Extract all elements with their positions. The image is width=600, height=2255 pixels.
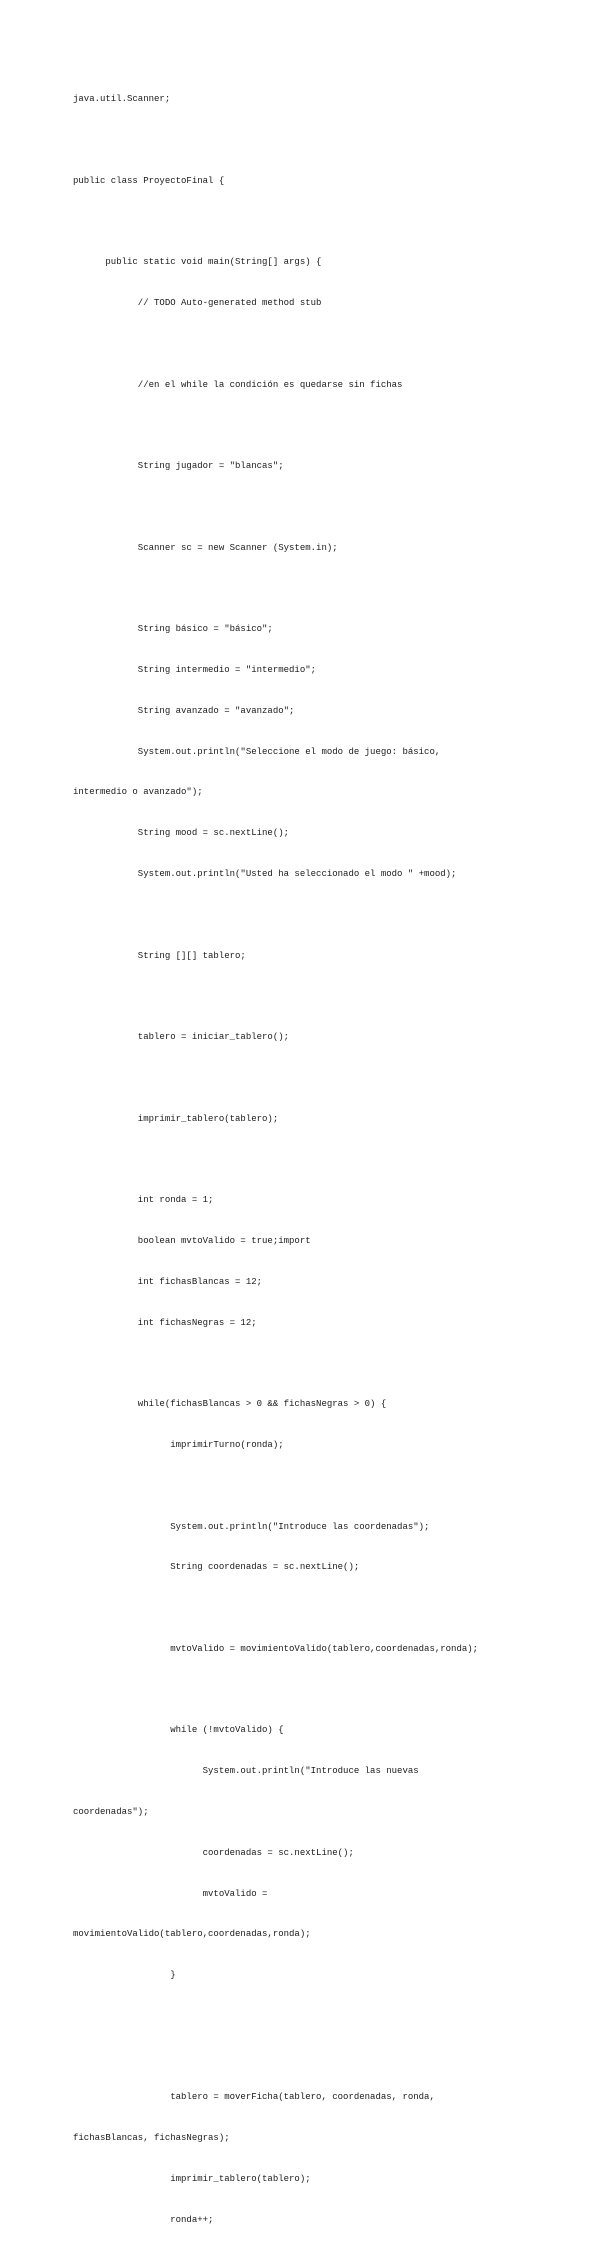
code-listing [73,66,573,2255]
code-line: System.out.println("Introduce las coordenadas"); [73,1521,430,1532]
code-line: coordenadas"); [73,1807,149,1817]
code-line [73,1602,573,1616]
code-line: mvtoValido = movimientoValido(tablero,coordenadas,ronda); [73,1643,479,1654]
code-line [73,990,573,1004]
code-line: // TODO Auto-generated method stub [73,298,322,309]
code-line: } [73,1970,176,1981]
code-line: java.util.Scanner; [73,94,171,105]
code-line [73,909,573,923]
code-line: tablero = iniciar_tablero(); [73,1032,290,1043]
code-line: intermedio o avanzado"); [73,787,203,798]
code-line: imprimir_tablero(tablero); [73,2174,311,2185]
code-line: int fichasBlancas = 12; [73,1276,263,1287]
code-line: movimientoValido(tablero,coordenadas,ronda); [73,1929,311,1940]
code-line: public class ProyectoFinal { [73,175,225,186]
code-line: //en el while la condición es quedarse sin fichas [73,379,403,390]
code-line: int fichasNegras = 12; [73,1317,257,1328]
code-line: String básico = "básico"; [73,624,273,635]
code-line: System.out.println("Usted ha seleccionado el modo " +mood); [73,869,457,880]
code-line [73,216,573,230]
code-line: while(fichasBlancas > 0 && fichasNegras > 0) { [73,1399,387,1410]
code-line [73,1684,573,1698]
code-line [73,134,573,148]
code-line: int ronda = 1; [73,1195,214,1206]
code-line: mvtoValido = [73,1888,268,1899]
code-line: boolean mvtoValido = true;import [73,1236,311,1247]
code-line: Scanner sc = new Scanner (System.in); [73,542,338,553]
code-line: while (!mvtoValido) { [73,1725,284,1736]
code-line: fichasBlancas, fichasNegras); [73,2133,230,2144]
code-line: String mood = sc.nextLine(); [73,828,290,839]
code-line [73,419,573,433]
code-line [73,338,573,352]
code-line: String avanzado = "avanzado"; [73,705,295,716]
code-line: tablero = moverFicha(tablero, coordenadas, ronda, [73,2092,435,2103]
code-line [73,1154,573,1168]
code-line [73,501,573,515]
code-line [73,1357,573,1371]
code-line [73,1480,573,1494]
code-line [73,1072,573,1086]
code-line: System.out.println("Seleccione el modo de juego: básico, [73,746,441,757]
code-line: String [][] tablero; [73,950,246,961]
code-line: System.out.println("Introduce las nuevas [73,1766,419,1777]
code-line [73,2051,573,2065]
code-line: String jugador = "blancas"; [73,461,284,472]
code-line: public static void main(String[] args) { [73,257,322,268]
code-line: imprimirTurno(ronda); [73,1439,284,1450]
code-line: String coordenadas = sc.nextLine(); [73,1562,360,1573]
code-line: imprimir_tablero(tablero); [73,1113,279,1124]
code-line: coordenadas = sc.nextLine(); [73,1847,354,1858]
code-line: String intermedio = "intermedio"; [73,665,317,676]
code-line [73,583,573,597]
code-line: ronda++; [73,2214,214,2225]
code-line [73,2010,573,2024]
